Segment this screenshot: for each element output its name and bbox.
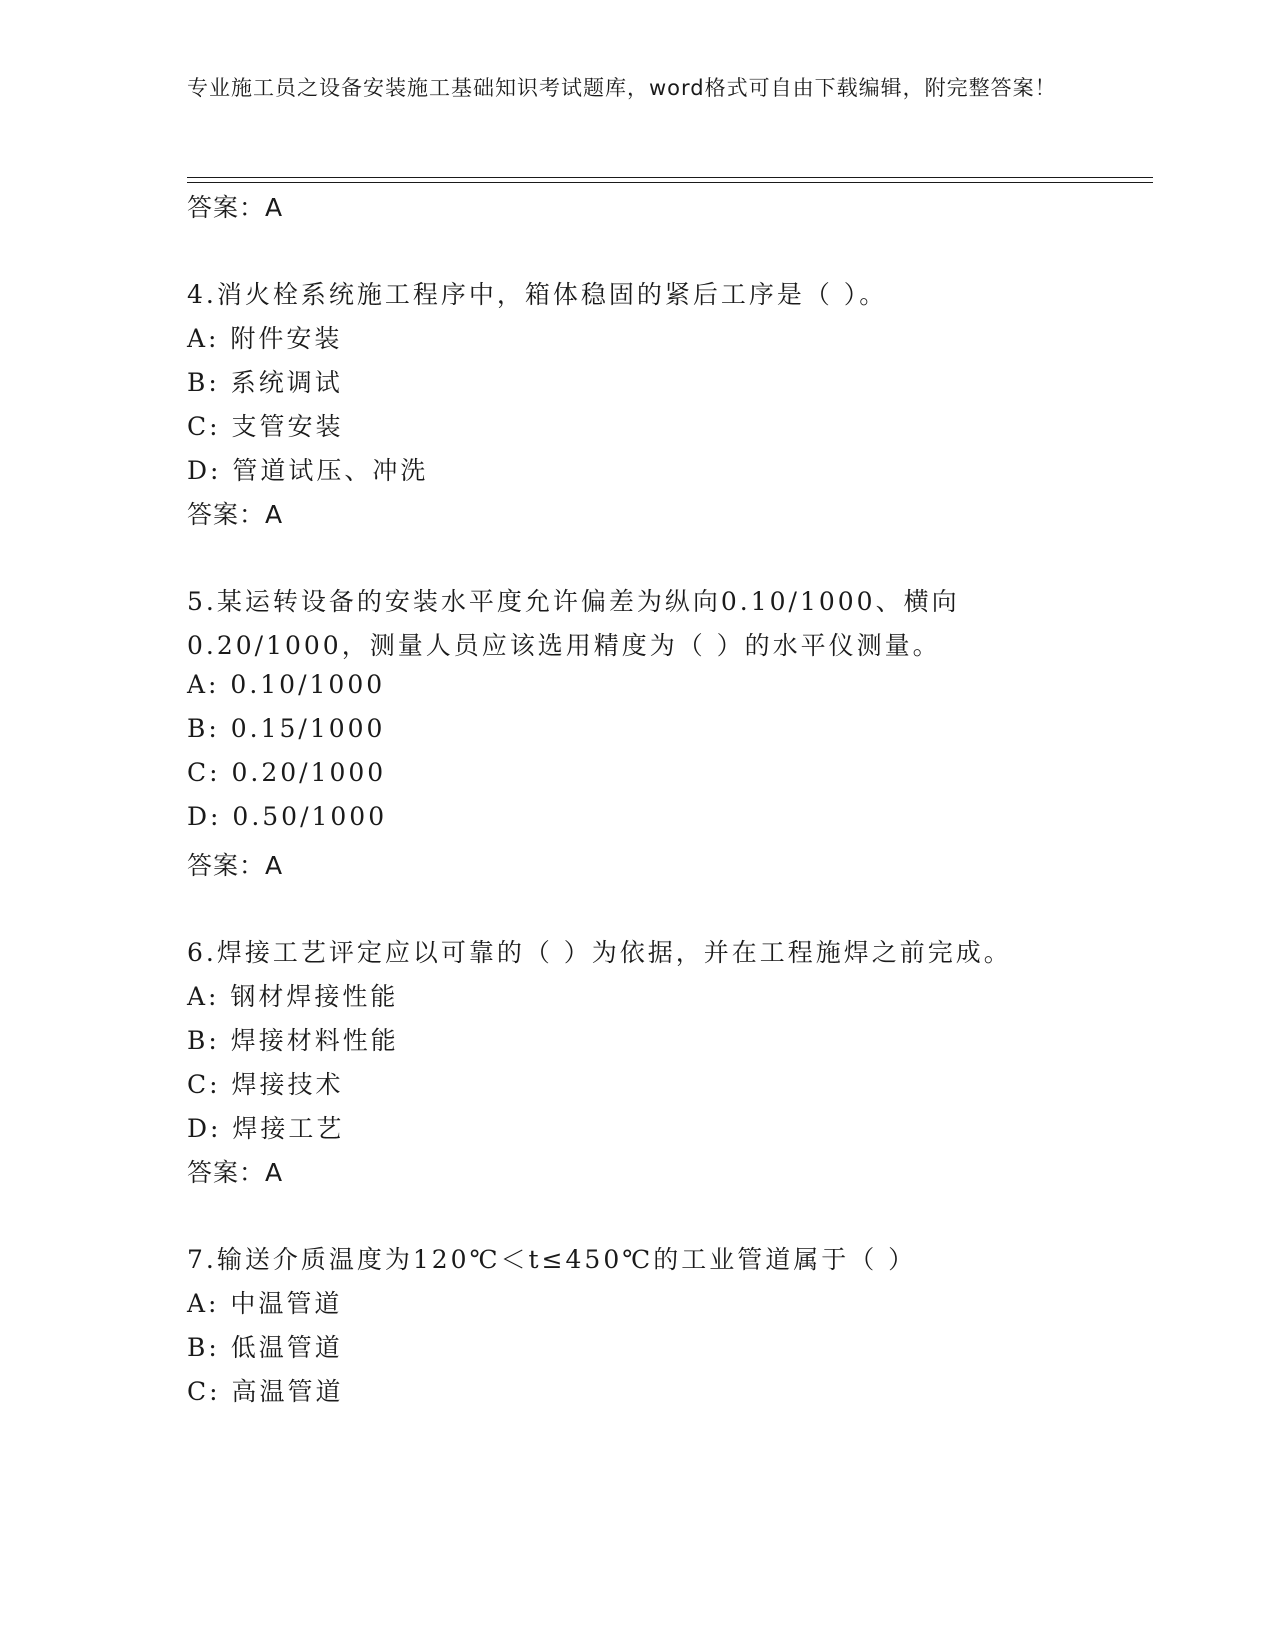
question-7-option-b: B: 低温管道	[187, 1333, 343, 1362]
question-5-answer: 答案：A	[187, 851, 284, 880]
question-4-option-b: B: 系统调试	[187, 368, 343, 397]
question-5-option-a: A: 0.10/1000	[187, 670, 386, 699]
header-divider-line	[187, 177, 1153, 178]
question-5-option-b: B: 0.15/1000	[187, 714, 386, 743]
question-7-option-a: A: 中温管道	[187, 1289, 343, 1318]
question-7-option-c: C: 高温管道	[187, 1377, 344, 1406]
question-4-answer: 答案：A	[187, 500, 284, 529]
question-6-option-b: B: 焊接材料性能	[187, 1026, 399, 1055]
question-6-answer: 答案：A	[187, 1158, 284, 1187]
question-5-option-c: C: 0.20/1000	[187, 758, 387, 787]
question-6-option-d: D: 焊接工艺	[187, 1114, 345, 1143]
question-5-stem-line-1: 5.某运转设备的安装水平度允许偏差为纵向0.10/1000、横向	[187, 587, 960, 616]
question-4-option-d: D: 管道试压、冲洗	[187, 456, 429, 485]
question-6-option-c: C: 焊接技术	[187, 1070, 344, 1099]
question-4-option-a: A: 附件安装	[187, 324, 343, 353]
question-7-stem: 7.输送介质温度为120℃＜t≤450℃的工业管道属于（ ）	[187, 1245, 917, 1274]
question-5-stem-line-2: 0.20/1000，测量人员应该选用精度为（ ）的水平仪测量。	[187, 631, 941, 660]
header-divider-line-second	[187, 182, 1153, 183]
answer-prev: 答案：A	[187, 193, 284, 222]
question-4-option-c: C: 支管安装	[187, 412, 344, 441]
question-5-option-d: D: 0.50/1000	[187, 802, 388, 831]
question-6-stem: 6.焊接工艺评定应以可靠的（ ）为依据，并在工程施焊之前完成。	[187, 938, 1012, 967]
question-6-option-a: A: 钢材焊接性能	[187, 982, 399, 1011]
document-header: 专业施工员之设备安装施工基础知识考试题库，word格式可自由下载编辑，附完整答案！	[187, 76, 1057, 100]
question-4-stem: 4.消火栓系统施工程序中，箱体稳固的紧后工序是（ ）。	[187, 280, 888, 309]
